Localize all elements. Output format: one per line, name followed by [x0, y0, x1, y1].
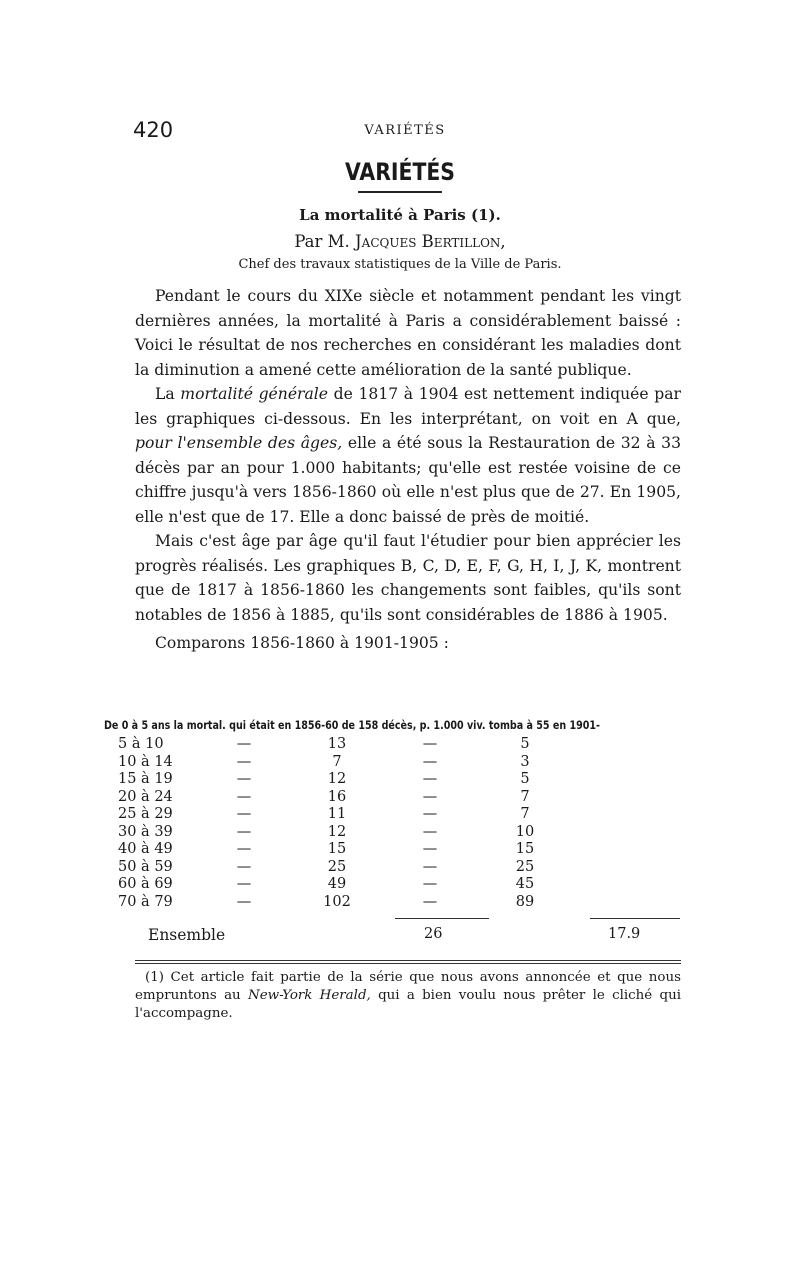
- value-1856: 12: [327, 823, 347, 840]
- paragraph-2-text-b: de 1817 à 1904 est nettement indiquée par les graphiques ci-dessous. En les interprétant, on voit en A que,: [135, 385, 681, 428]
- footnote-rule-2: [135, 963, 681, 964]
- paragraph-2: [135, 382, 681, 529]
- value-1901: 3: [520, 753, 530, 770]
- paragraph-1: Pendant le cours du XIXe siècle et notamment pendant les vingt dernières années, la mortalité à Paris a considérablement baissé : Voici le résultat de nos recherches en considérant les maladies dont la diminution a amené cette amélioration de la santé publique.: [135, 287, 681, 379]
- age-range: 40 à 49: [118, 841, 173, 857]
- footnote: [135, 969, 681, 1023]
- footnote-text-a: (1) Cet article fait partie de la série que nous avons annoncée et que nous empruntons au: [135, 970, 681, 1003]
- table-row: [118, 806, 572, 824]
- paragraph-3: Mais c'est âge par âge qu'il faut l'étudier pour bien apprécier les progrès réalisés. Les graphiques B, C, D, E, F, G, H, I, J, K, montrent que de 1817 à 1856-1860 les changements sont faibles, qu'ils sont notables de 1856 à 1885, qu'ils sont considérables de 1886 à 1905.: [135, 532, 681, 624]
- age-range: 5 à 10: [118, 736, 164, 752]
- running-title: VARIÉTÉS: [364, 123, 446, 138]
- value-1901: 7: [520, 788, 530, 805]
- footnote-text-b: qui a bien voulu nous prêter le cliché qui l'accompagne.: [135, 988, 681, 1021]
- article-body: [135, 284, 681, 656]
- author-affiliation: Chef des travaux statistiques de la Ville de Paris.: [238, 257, 562, 272]
- table-header-line: De 0 à 5 ans la mortal. qui était en 1856-60 de 158 décès, p. 1.000 viv. tomba à 55 en 1901-: [104, 718, 600, 732]
- value-1901: 5: [520, 736, 530, 752]
- dash: —: [236, 736, 252, 752]
- age-range: 60 à 69: [118, 876, 173, 892]
- value-1856: 15: [327, 841, 347, 857]
- dash: —: [422, 858, 438, 875]
- author-prefix: Par M.: [294, 232, 350, 251]
- value-1856: 11: [327, 806, 347, 822]
- dash: —: [422, 736, 438, 752]
- table-row: [118, 841, 572, 859]
- dash: —: [236, 823, 252, 840]
- total-label: Ensemble: [148, 926, 226, 944]
- value-1901: 15: [515, 841, 535, 857]
- dash: —: [422, 823, 438, 840]
- value-1856: 49: [327, 876, 347, 892]
- table-row: [118, 859, 572, 877]
- running-head: [133, 118, 677, 142]
- value-1901: 89: [515, 893, 535, 910]
- value-1901: 10: [515, 823, 535, 840]
- value-1901: 45: [515, 876, 535, 892]
- table-row: [118, 824, 572, 842]
- footnote-rule-1: [135, 960, 681, 961]
- table-row: [118, 754, 572, 772]
- footnote-italic: New-York Herald,: [247, 988, 371, 1003]
- value-1856: 102: [323, 893, 351, 910]
- age-range: 10 à 14: [118, 753, 173, 770]
- value-1856: 7: [332, 753, 342, 770]
- dash: —: [422, 788, 438, 805]
- table-row: [118, 876, 572, 894]
- title-rule: [358, 191, 442, 193]
- dash: —: [422, 876, 438, 892]
- author-line: [0, 232, 800, 251]
- total-rule-1: [395, 918, 489, 919]
- mortality-table-body: [118, 736, 572, 911]
- paragraph-2-italic-2: pour l'ensemble des âges,: [135, 434, 343, 452]
- age-range: 50 à 59: [118, 858, 173, 875]
- dash: —: [422, 806, 438, 822]
- dash: —: [422, 841, 438, 857]
- dash: —: [422, 893, 438, 910]
- paragraph-2-text-a: La: [155, 385, 175, 403]
- dash: —: [236, 753, 252, 770]
- value-1856: 25: [327, 858, 347, 875]
- value-1856: 13: [327, 736, 347, 752]
- paragraph-4: Comparons 1856-1860 à 1901-1905 :: [155, 634, 449, 652]
- dash: —: [422, 753, 438, 770]
- table-row: [118, 736, 572, 754]
- age-range: 20 à 24: [118, 788, 173, 805]
- total-rule-2: [590, 918, 680, 919]
- paragraph-2-text-c: elle a été sous la Restauration de 32 à 33 décès par an pour 1.000 habitants; qu'elle est restée voisine de ce chiffre jusqu'à vers 1856-1860 où elle n'est plus que de 27. En 1905, elle n'est que de 17. Elle a donc baissé de près de moitié.: [135, 434, 681, 526]
- value-1901: 5: [520, 771, 530, 787]
- age-range: 30 à 39: [118, 823, 173, 840]
- author-name: Jacques Bertillon,: [355, 232, 506, 251]
- paragraph-2-italic-1: mortalité générale: [180, 385, 329, 403]
- value-1856: 12: [327, 771, 347, 787]
- dash: —: [422, 771, 438, 787]
- dash: —: [236, 893, 252, 910]
- dash: —: [236, 841, 252, 857]
- dash: —: [236, 806, 252, 822]
- dash: —: [236, 858, 252, 875]
- age-range: 70 à 79: [118, 893, 173, 910]
- dash: —: [236, 876, 252, 892]
- total-1901: 17.9: [608, 926, 641, 942]
- article-title: La mortalité à Paris (1).: [299, 206, 501, 224]
- table-row: [118, 789, 572, 807]
- table-row: [118, 771, 572, 789]
- mortality-table: [118, 736, 572, 911]
- age-range: 25 à 29: [118, 806, 173, 822]
- section-title: VARIÉTÉS: [345, 158, 455, 186]
- age-range: 15 à 19: [118, 771, 173, 787]
- dash: —: [236, 771, 252, 787]
- value-1856: 16: [327, 788, 347, 805]
- table-row: [118, 894, 572, 912]
- page-number: 420: [133, 118, 174, 142]
- dash: —: [236, 788, 252, 805]
- value-1901: 25: [515, 858, 535, 875]
- value-1901: 7: [520, 806, 530, 822]
- total-1856: 26: [424, 926, 443, 942]
